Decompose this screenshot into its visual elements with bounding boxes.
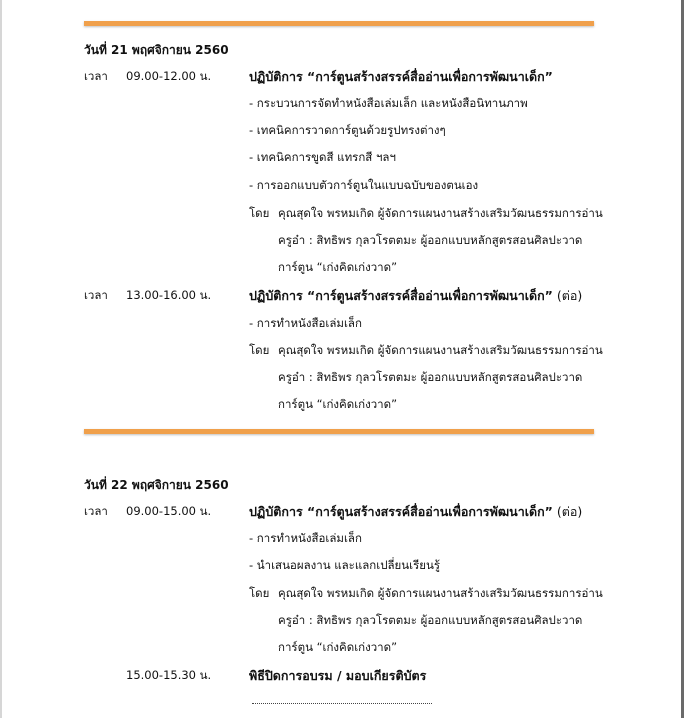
- session1-item-1: - กระบวนการจัดทำหนังสือเล่มเล็ก และหนังสือนิทานภาพ: [249, 96, 528, 110]
- session4-time: 15.00-15.30 น.: [126, 668, 212, 682]
- session1-by-label: โดย: [249, 206, 270, 220]
- session1-time: 09.00-12.00 น.: [126, 69, 212, 83]
- session1-speaker-2: ครูอ๋า : สิทธิพร กุลวโรตตมะ ผู้ออกแบบหลักสูตรสอนศิลปะวาด: [278, 233, 583, 247]
- session2-title-text: ปฏิบัติการ “การ์ตูนสร้างสรรค์สื่ออ่านเพื่อการพัฒนาเด็ก”: [249, 288, 553, 303]
- session4-title-text: พิธีปิดการอบรม / มอบเกียรติบัตร: [249, 668, 427, 683]
- session3-time-label: เวลา: [84, 504, 108, 518]
- session1-speaker-1: คุณสุดใจ พรหมเกิด ผู้จัดการแผนงานสร้างเสริมวัฒนธรรมการอ่าน: [278, 206, 603, 220]
- session3-speaker-2: ครูอ๋า : สิทธิพร กุลวโรตตมะ ผู้ออกแบบหลักสูตรสอนศิลปะวาด: [278, 613, 583, 627]
- session3-title-suffix: (ต่อ): [552, 504, 583, 519]
- page-left-edge: [0, 0, 2, 718]
- session2-by-label: โดย: [249, 343, 270, 357]
- session1-item-2: - เทคนิคการวาดการ์ตูนด้วยรูปทรงต่างๆ: [249, 123, 446, 137]
- session1-speaker-2-cont: การ์ตูน “เก่งคิดเก่งวาด”: [278, 260, 398, 274]
- session1-time-label: เวลา: [84, 69, 108, 83]
- session3-time: 09.00-15.00 น.: [126, 504, 212, 518]
- session4-title: [249, 666, 426, 686]
- orange-divider-middle: [84, 429, 594, 434]
- session3-title-text: ปฏิบัติการ “การ์ตูนสร้างสรรค์สื่ออ่านเพื่อการพัฒนาเด็ก”: [249, 504, 553, 519]
- session3-speaker-2-cont: การ์ตูน “เก่งคิดเก่งวาด”: [278, 640, 398, 654]
- session3-item-2: - นำเสนอผลงาน และแลกเปลี่ยนเรียนรู้: [249, 558, 441, 572]
- session2-title: [249, 286, 582, 306]
- session2-title-suffix: (ต่อ): [552, 288, 583, 303]
- session3-speaker-1: คุณสุดใจ พรหมเกิด ผู้จัดการแผนงานสร้างเสริมวัฒนธรรมการอ่าน: [278, 586, 603, 600]
- session1-title: [249, 67, 553, 87]
- session3-item-1: - การทำหนังสือเล่มเล็ก: [249, 531, 362, 545]
- dotted-end-line: [252, 703, 432, 704]
- session2-time-label: เวลา: [84, 288, 108, 302]
- session2-speaker-2: ครูอ๋า : สิทธิพร กุลวโรตตมะ ผู้ออกแบบหลักสูตรสอนศิลปะวาด: [278, 370, 583, 384]
- session2-speaker-1: คุณสุดใจ พรหมเกิด ผู้จัดการแผนงานสร้างเสริมวัฒนธรรมการอ่าน: [278, 343, 603, 357]
- session2-speaker-2-cont: การ์ตูน “เก่งคิดเก่งวาด”: [278, 397, 398, 411]
- session3-title: [249, 502, 582, 522]
- day1-date-heading: วันที่ 21 พฤศจิกายน 2560: [84, 43, 229, 57]
- session3-by-label: โดย: [249, 586, 270, 600]
- session1-item-3: - เทคนิคการขูดสี แทรกสี ฯลฯ: [249, 150, 396, 164]
- orange-divider-top: [84, 21, 594, 26]
- session2-time: 13.00-16.00 น.: [126, 288, 212, 302]
- session1-title-text: ปฏิบัติการ “การ์ตูนสร้างสรรค์สื่ออ่านเพื่อการพัฒนาเด็ก”: [249, 69, 553, 84]
- session1-item-4: - การออกแบบตัวการ์ตูนในแบบฉบับของตนเอง: [249, 178, 479, 192]
- day2-date-heading: วันที่ 22 พฤศจิกายน 2560: [84, 478, 229, 492]
- session2-item-1: - การทำหนังสือเล่มเล็ก: [249, 316, 362, 330]
